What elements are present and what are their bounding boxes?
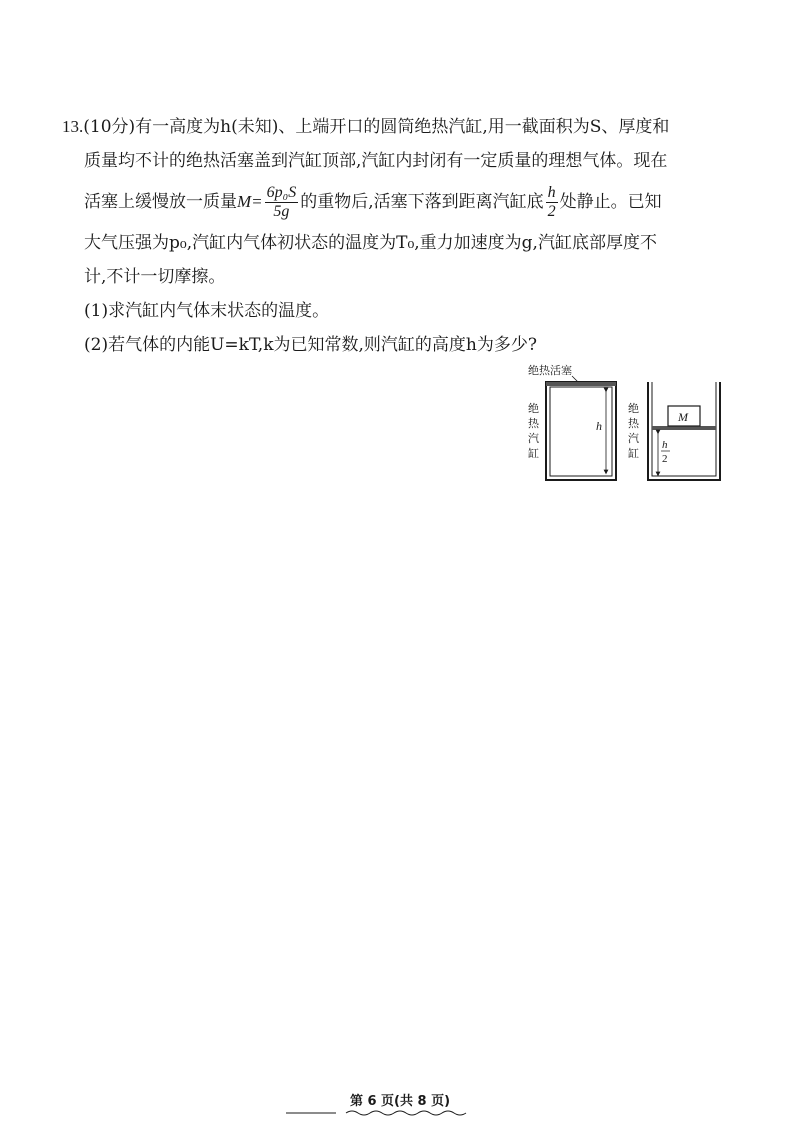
problem-13	[62, 110, 732, 362]
cylinder-1-label-4: 缸	[528, 447, 539, 460]
half-height-label-denominator: 2	[662, 453, 668, 465]
cylinder-1-inner	[550, 387, 612, 476]
piston-2	[652, 426, 716, 430]
problem-text-5: 计,不计一切摩擦。	[84, 267, 226, 287]
problem-line-3	[62, 178, 732, 226]
weight-label: M	[678, 410, 688, 424]
question-2-text: (2)若气体的内能U=kT,k为已知常数,则汽缸的高度h为多少?	[84, 335, 537, 355]
cylinder-2-label-2: 热	[628, 417, 639, 430]
half-height-denominator: 2	[547, 203, 556, 220]
problem-number: 13.	[62, 117, 84, 136]
cylinder-2-label-3: 汽	[628, 432, 639, 445]
cylinder-2-label-4: 缸	[628, 447, 639, 460]
half-height-fraction	[546, 184, 558, 221]
page-number-wrap	[346, 1090, 454, 1109]
problem-text-3b: 的重物后,活塞下落到距离汽缸底	[300, 192, 544, 212]
mass-fraction-numerator: 6p₀S	[266, 184, 297, 201]
cylinder-2-label-1: 绝	[628, 402, 639, 415]
piston-1	[546, 382, 616, 386]
problem-line-1	[62, 110, 732, 144]
piston-label: 绝热活塞	[528, 364, 572, 377]
cylinder-figure	[520, 360, 730, 485]
cylinder-1-label-2: 热	[528, 417, 539, 430]
mass-fraction-denominator: 5g	[273, 203, 290, 220]
cylinder-1-label-1: 绝	[528, 402, 539, 415]
problem-text-2: 质量均不计的绝热活塞盖到汽缸顶部,汽缸内封闭有一定质量的理想气体。现在	[84, 151, 668, 171]
question-1-text: (1)求汽缸内气体末状态的温度。	[84, 301, 330, 321]
problem-line-5	[62, 260, 732, 294]
problem-text-1: 有一高度为h(未知)、上端开口的圆筒绝热汽缸,用一截面积为S、厚度和	[135, 117, 670, 137]
question-2	[62, 328, 732, 362]
problem-text-3c: 处静止。已知	[559, 192, 662, 212]
cylinder-2-outer	[648, 382, 720, 480]
footer-wave-decoration	[286, 1109, 526, 1117]
mass-equation-lhs: M=	[237, 192, 263, 211]
problem-text-3a: 活塞上缓慢放一质量	[84, 192, 237, 212]
problem-line-4	[62, 226, 732, 260]
mass-fraction	[265, 184, 299, 221]
problem-score: (10分)	[83, 117, 136, 137]
page-footer	[0, 1090, 800, 1109]
half-height-label-numerator: h	[662, 439, 668, 451]
problem-text-4: 大气压强为p₀,汽缸内气体初状态的温度为T₀,重力加速度为g,汽缸底部厚度不	[84, 233, 657, 253]
cylinder-1-outer	[546, 382, 616, 480]
half-height-numerator: h	[547, 184, 556, 201]
question-1	[62, 294, 732, 328]
page-number: 第 6 页(共 8 页)	[349, 1094, 451, 1109]
problem-line-2	[62, 144, 732, 178]
cylinder-1-label-3: 汽	[528, 432, 539, 445]
height-label: h	[596, 419, 602, 433]
